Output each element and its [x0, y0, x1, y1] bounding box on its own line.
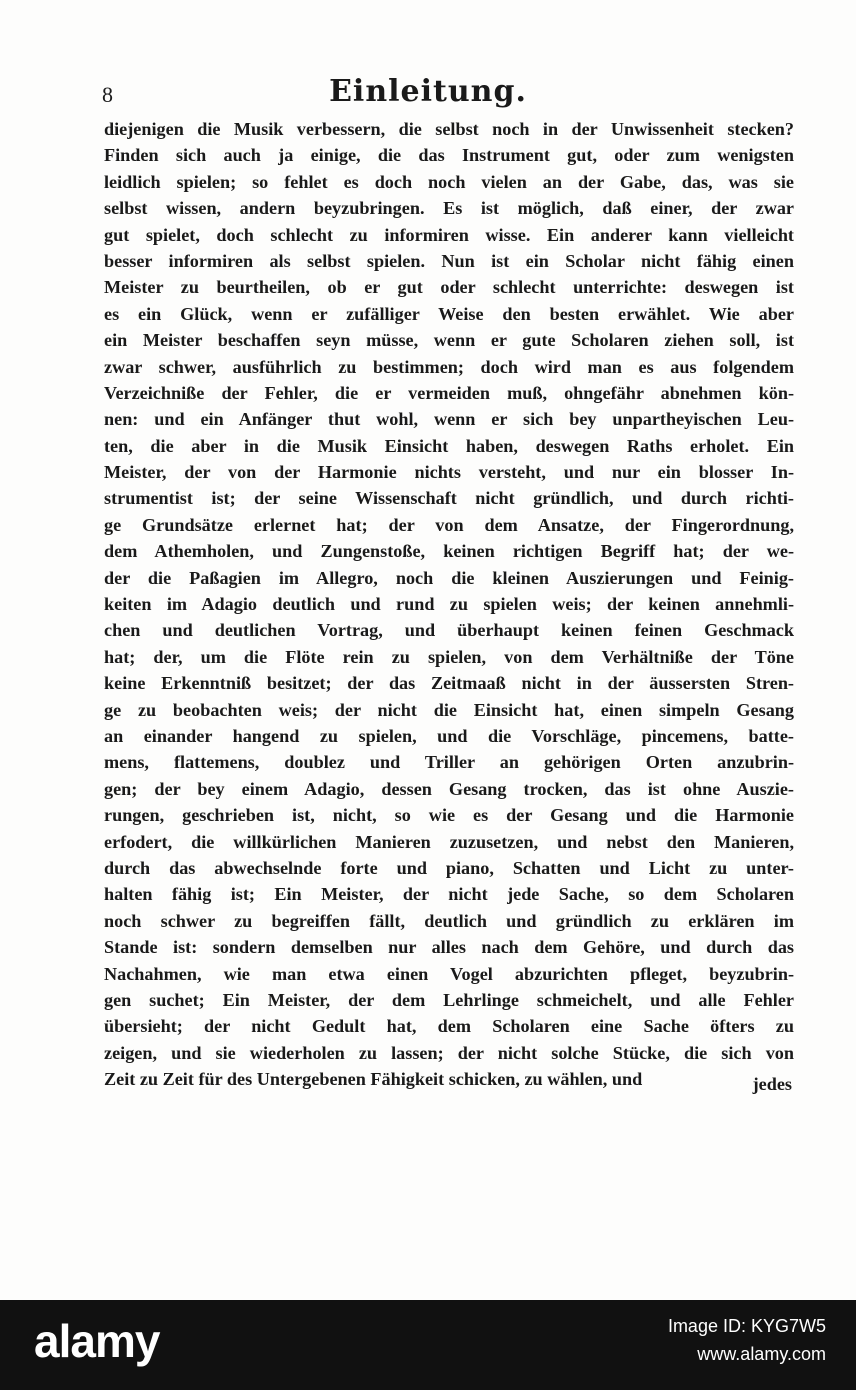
text-line: Nachahmen, wie man etwa einen Vogel abzurichten pfleget, beyzubrin- — [104, 963, 794, 984]
text-line: Meister zu beurtheilen, ob er gut oder schlecht unterrichte: deswegen ist — [104, 277, 794, 298]
catchword: jedes — [752, 1074, 792, 1094]
text-line: gen; der bey einem Adagio, dessen Gesang trocken, das ist ohne Auszie- — [104, 778, 794, 799]
text-line: selbst wissen, andern beyzubringen. Es ist möglich, daß einer, der zwar — [104, 198, 794, 219]
text-line: mens, flattemens, doublez und Triller an gehörigen Orten anzubrin- — [104, 752, 794, 773]
text-line: Verzeichniße der Fehler, die er vermeiden muß, ohngefähr abnehmen kön- — [104, 382, 794, 403]
text-line: Stande ist: sondern demselben nur alles nach dem Gehöre, und durch das — [104, 937, 794, 958]
text-line: zeigen, und sie wiederholen zu lassen; der nicht solche Stücke, die sich von — [104, 1042, 794, 1063]
text-line: diejenigen die Musik verbessern, die selbst noch in der Unwissenheit stecken? — [104, 119, 794, 139]
text-line: rungen, geschrieben ist, nicht, so wie es der Gesang und die Harmonie — [104, 805, 794, 826]
text-line: keiten im Adagio deutlich und rund zu spielen weis; der keinen annehmli- — [104, 594, 794, 615]
text-line: chen und deutlichen Vortrag, und überhaupt keinen feinen Geschmack — [104, 620, 794, 641]
text-line: gen suchet; Ein Meister, der dem Lehrlinge schmeichelt, und alle Fehler — [104, 989, 794, 1010]
text-line: zwar schwer, ausführlich zu bestimmen; doch wird man es aus folgendem — [104, 356, 794, 377]
text-line: hat; der, um die Flöte rein zu spielen, von dem Verhältniße der Töne — [104, 646, 794, 667]
text-line: es ein Glück, wenn er zufälliger Weise den besten erwählet. Wie aber — [104, 303, 794, 324]
text-line: gut spielet, doch schlecht zu informiren wisse. Ein anderer kann vielleicht — [104, 224, 794, 245]
text-line: der die Paßagien im Allegro, noch die kleinen Auszierungen und Feinig- — [104, 567, 794, 588]
text-line: dem Athemholen, und Zungenstoße, keinen richtigen Begriff hat; der we- — [104, 541, 794, 562]
text-line: noch schwer zu begreiffen fällt, deutlich und gründlich zu erklären im — [104, 910, 794, 931]
text-line: ge zu beobachten weis; der nicht die Einsicht hat, einen simpeln Gesang — [104, 699, 794, 720]
text-line: an einander hangend zu spielen, und die Vorschläge, pincemens, batte- — [104, 725, 794, 746]
text-line: keine Erkenntniß besitzet; der das Zeitmaaß nicht in der äussersten Stren- — [104, 673, 794, 694]
text-line: Zeit zu Zeit für des Untergebenen Fähigkeit schicken, zu wählen, und — [104, 1069, 643, 1090]
text-line: übersieht; der nicht Gedult hat, dem Scholaren eine Sache öfters zu — [104, 1016, 794, 1037]
text-line: Finden sich auch ja einige, die das Instrument gut, oder zum wenigsten — [104, 145, 794, 166]
text-line: ge Grundsätze erlernet hat; der von dem Ansatze, der Fingerordnung, — [104, 514, 794, 535]
text-line: nen: und ein Anfänger thut wohl, wenn er sich bey unpartheyischen Leu- — [104, 409, 794, 430]
text-line: halten fähig ist; Ein Meister, der nicht jede Sache, so dem Scholaren — [104, 884, 794, 905]
text-line: ein Meister beschaffen seyn müsse, wenn er gute Scholaren ziehen soll, ist — [104, 330, 794, 351]
text-line: Meister, der von der Harmonie nichts versteht, und nur ein blosser In- — [104, 462, 794, 483]
watermark-bar — [0, 1300, 856, 1390]
body-text — [104, 116, 794, 1092]
running-head: Einleitung. — [329, 74, 527, 109]
text-line: strumentist ist; der seine Wissenschaft nicht gründlich, und durch richti- — [104, 488, 794, 509]
watermark-logo: alamy — [34, 1315, 160, 1367]
text-line: ten, die aber in die Musik Einsicht haben, deswegen Raths erholet. Ein — [104, 435, 794, 456]
text-line: leidlich spielen; so fehlet es doch noch vielen an der Gabe, das, was sie — [104, 171, 794, 192]
text-line: erfodert, die willkürlichen Manieren zuzusetzen, und nebst den Manieren, — [104, 831, 794, 852]
page-number: 8 — [102, 82, 113, 107]
watermark-image-id: Image ID: KYG7W5 — [667, 1316, 826, 1336]
text-line: besser informiren als selbst spielen. Nun ist ein Scholar nicht fähig einen — [104, 250, 794, 271]
text-line: durch das abwechselnde forte und piano, Schatten und Licht zu unter- — [104, 857, 794, 878]
watermark-url: www.alamy.com — [697, 1344, 826, 1364]
